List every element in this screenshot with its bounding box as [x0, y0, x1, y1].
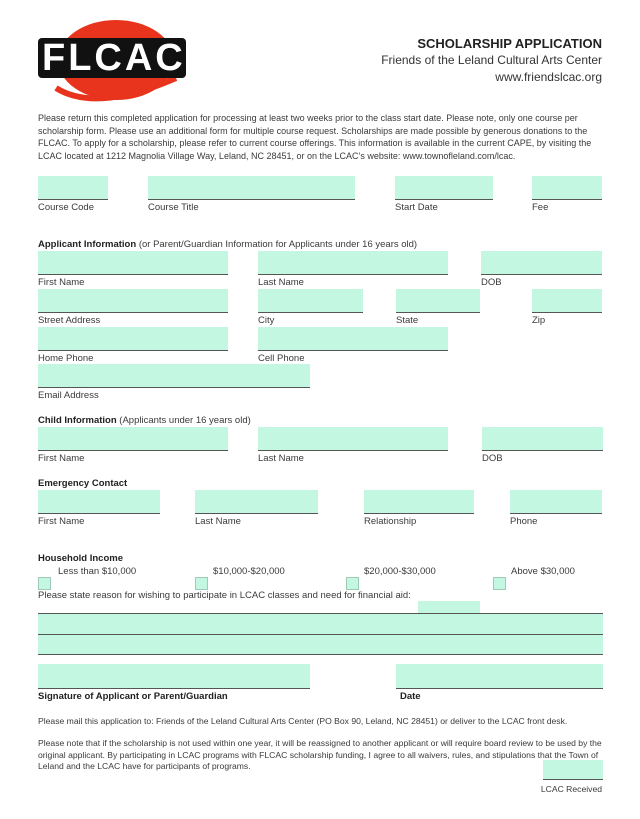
signature-label [38, 691, 228, 702]
state-field[interactable] [396, 289, 480, 313]
income-checkbox-above-30000[interactable] [493, 577, 506, 590]
child-dob-field[interactable] [482, 427, 603, 451]
emergency-relationship-label: Relationship [364, 516, 417, 527]
zip-label: Zip [532, 315, 546, 326]
cell-phone-label: Cell Phone [258, 353, 305, 364]
street-address-label: Street Address [38, 315, 101, 326]
reason-line-3-field[interactable] [38, 635, 603, 655]
city-field[interactable] [258, 289, 363, 313]
mail-instructions: Please mail this application to: Friends of the Leland Cultural Arts Center (PO Box 90, Leland, NC 28451) or deliver to the LCAC front desk. [38, 716, 568, 726]
signature-date-label-text: Date [400, 691, 421, 702]
emergency-last-name-label: Last Name [195, 516, 241, 527]
child-last-name-field[interactable] [258, 427, 448, 451]
state-label: State [396, 315, 419, 326]
course-title-field[interactable] [148, 176, 355, 200]
emergency-phone-label: Phone [510, 516, 538, 527]
course-title-label: Course Title [148, 202, 199, 213]
street-address-field[interactable] [38, 289, 228, 313]
income-option-label: Above $30,000 [511, 566, 575, 577]
lcac-received-label: LCAC Received [540, 784, 602, 794]
email-field[interactable] [38, 364, 310, 388]
fee-field[interactable] [532, 176, 602, 200]
child-dob-label: DOB [482, 453, 503, 464]
terms-paragraph: Please note that if the scholarship is not used within one year, it will be reassigned to another applicant or will require board review to be used by the original applicant. By participating in LCAC programs with FLCAC scholarship funding, I agree to all waivers, rules, and stipulations that the Town of Leland and the LCAC have for participants of programs. [38, 738, 602, 771]
reason-line-2-field[interactable] [38, 614, 603, 635]
emergency-section-heading [38, 478, 127, 489]
emergency-first-name-field[interactable] [38, 490, 160, 514]
child-section-heading [38, 415, 251, 426]
org-url: www.friendslcac.org [495, 70, 602, 84]
child-note: (Applicants under 16 years old) [119, 415, 251, 426]
applicant-first-name-field[interactable] [38, 251, 228, 275]
applicant-dob-field[interactable] [481, 251, 602, 275]
home-phone-label: Home Phone [38, 353, 94, 364]
zip-field[interactable] [532, 289, 602, 313]
income-checkbox-10000-20000[interactable] [195, 577, 208, 590]
income-section-heading [38, 553, 123, 564]
income-option-label: $20,000-$30,000 [364, 566, 436, 577]
emergency-last-name-field[interactable] [195, 490, 318, 514]
income-option-label: $10,000-$20,000 [213, 566, 285, 577]
emergency-relationship-field[interactable] [364, 490, 474, 514]
start-date-label: Start Date [395, 202, 438, 213]
intro-paragraph: Please return this completed application for processing at least two weeks prior to the class start date. Please note, only one course per scholarship form. Please use an additional form for multiple course request. Scholarships are made possible by generous donations to the FLCAC. To apply for a scholarship, please refer to current course offerings. This information is available in the current CAPE, by visiting the LCAC located at 1212 Magnolia Village Way, Leland, NC 28451, or on the LCAC’s website: www.townofleland.com/lcac. [38, 113, 592, 161]
signature-label-text: Signature of Applicant or Parent/Guardian [38, 691, 228, 702]
course-code-field[interactable] [38, 176, 108, 200]
child-first-name-field[interactable] [38, 427, 228, 451]
flcac-logo [36, 18, 192, 102]
signature-date-label [400, 691, 421, 702]
course-code-label: Course Code [38, 202, 94, 213]
applicant-heading: Applicant Information [38, 239, 137, 250]
fee-label: Fee [532, 202, 549, 213]
child-heading: Child Information [38, 415, 117, 426]
applicant-note: (or Parent/Guardian Information for Applicants under 16 years old) [138, 239, 418, 250]
city-label: City [258, 315, 275, 326]
signature-date-field[interactable] [396, 664, 603, 689]
emergency-phone-field[interactable] [510, 490, 602, 514]
applicant-section-heading [38, 239, 417, 250]
applicant-first-name-label: First Name [38, 277, 85, 288]
logo-text: FLCAC [42, 37, 186, 79]
income-checkbox-20000-30000[interactable] [346, 577, 359, 590]
lcac-received-field[interactable] [543, 760, 603, 780]
income-heading: Household Income [38, 553, 123, 564]
email-label: Email Address [38, 390, 99, 401]
child-first-name-label: First Name [38, 453, 85, 464]
cell-phone-field[interactable] [258, 327, 448, 351]
applicant-last-name-label: Last Name [258, 277, 304, 288]
child-last-name-label: Last Name [258, 453, 304, 464]
home-phone-field[interactable] [38, 327, 228, 351]
start-date-field[interactable] [395, 176, 493, 200]
org-name: Friends of the Leland Cultural Arts Center [381, 53, 602, 67]
income-option-label: Less than $10,000 [58, 566, 137, 577]
form-title: SCHOLARSHIP APPLICATION [417, 36, 602, 51]
emergency-first-name-label: First Name [38, 516, 85, 527]
applicant-last-name-field[interactable] [258, 251, 448, 275]
income-checkbox-under-10000[interactable] [38, 577, 51, 590]
reason-prompt: Please state reason for wishing to participate in LCAC classes and need for financial aid: [38, 590, 411, 601]
emergency-heading: Emergency Contact [38, 478, 128, 489]
applicant-dob-label: DOB [481, 277, 502, 288]
signature-field[interactable] [38, 664, 310, 689]
